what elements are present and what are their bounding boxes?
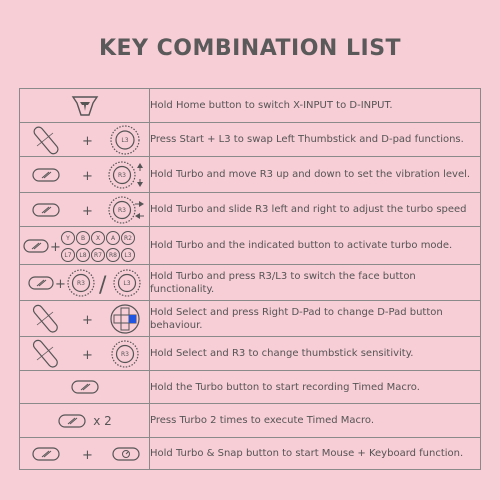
row-description: Hold Turbo and the indicated button to activate turbo mode. xyxy=(150,227,481,265)
svg-text:L8: L8 xyxy=(78,251,87,259)
row-description: Hold Turbo and slide R3 left and right to adjust the turbo speed xyxy=(150,193,481,227)
table-row xyxy=(20,404,481,438)
snap-button-icon xyxy=(113,448,139,460)
turbo-button-icon xyxy=(57,413,87,429)
up-down-arrows-icon xyxy=(137,163,143,187)
l3-label: L3 xyxy=(122,279,131,287)
r8-button-icon xyxy=(106,248,119,261)
face-button-b-icon xyxy=(76,231,89,244)
icon-cell xyxy=(20,438,150,470)
icon-cell xyxy=(20,193,150,227)
table-row xyxy=(20,265,481,301)
svg-text:X: X xyxy=(95,234,100,242)
turbo-button-icon xyxy=(33,448,59,460)
plus-sign: + xyxy=(81,133,93,149)
r7-button-icon xyxy=(91,248,104,261)
svg-text:B: B xyxy=(80,234,85,242)
svg-text:L3: L3 xyxy=(123,251,132,259)
select-button-icon xyxy=(32,125,59,155)
table-row xyxy=(20,89,481,123)
icon-cell xyxy=(20,371,150,404)
thumbstick-r3-icon xyxy=(68,270,94,296)
thumbstick-r3-icon xyxy=(112,341,138,367)
r3-label: R3 xyxy=(117,171,126,179)
face-button-a-icon xyxy=(106,231,119,244)
select-button-icon xyxy=(31,338,58,368)
table-row xyxy=(20,123,481,157)
turbo-button-icon xyxy=(33,169,59,181)
l7-button-icon xyxy=(61,248,74,261)
dpad-right-icon xyxy=(111,305,139,333)
table-row xyxy=(20,438,481,470)
plus-sign: + xyxy=(81,203,93,219)
row-description: Hold Select and press Right D-Pad to change D-Pad button behaviour. xyxy=(150,301,481,337)
row-description: Hold Turbo & Snap button to start Mouse + Keyboard function. xyxy=(150,438,481,470)
r3-label: R3 xyxy=(120,350,129,358)
icon-cell xyxy=(20,265,150,301)
icon-cell xyxy=(20,157,150,193)
page-title: KEY COMBINATION LIST xyxy=(98,36,402,61)
table-row xyxy=(20,193,481,227)
thumbstick-l3-icon xyxy=(114,270,140,296)
plus-sign: + xyxy=(81,447,93,463)
home-button-icon xyxy=(70,94,100,118)
icon-cell xyxy=(20,337,150,371)
r3-label: R3 xyxy=(76,279,85,287)
icon-cell xyxy=(20,301,150,337)
turbo-button-icon xyxy=(24,240,48,252)
table-row xyxy=(20,301,481,337)
svg-text:L7: L7 xyxy=(63,251,72,259)
svg-text:R8: R8 xyxy=(108,251,117,259)
l3-label: L3 xyxy=(120,136,129,144)
row-description: Hold Turbo and press R3/L3 to switch the face button functionality. xyxy=(150,265,481,301)
plus-sign: + xyxy=(81,347,93,363)
thumbstick-r3-icon xyxy=(109,197,135,223)
plus-sign: + xyxy=(54,276,66,292)
slash-separator: / xyxy=(98,272,106,298)
svg-text:A: A xyxy=(110,234,115,242)
icon-cell xyxy=(20,89,150,123)
r2-button-icon xyxy=(121,231,134,244)
row-description: Hold the Turbo button to start recording Timed Macro. xyxy=(150,371,481,404)
l8-button-icon xyxy=(76,248,89,261)
table-row xyxy=(20,337,481,371)
icon-cell xyxy=(20,227,150,265)
l3-button-icon xyxy=(121,248,134,261)
row-description: Press Turbo 2 times to execute Timed Macro. xyxy=(150,404,481,438)
r3-label: R3 xyxy=(117,206,126,214)
turbo-button-icon xyxy=(70,379,100,395)
row-description: Press Start + L3 to swap Left Thumbstick and D-pad functions. xyxy=(150,123,481,157)
svg-text:R2: R2 xyxy=(123,234,132,242)
svg-text:Y: Y xyxy=(65,234,70,242)
plus-sign: + xyxy=(81,168,93,184)
left-right-arrows-icon xyxy=(135,201,144,219)
icon-cell xyxy=(20,404,150,438)
select-button-icon xyxy=(31,303,58,333)
turbo-button-icon xyxy=(29,277,53,289)
thumbstick-l3-icon xyxy=(111,126,139,154)
svg-text:R7: R7 xyxy=(93,251,102,259)
key-combination-table xyxy=(19,88,481,470)
table-row xyxy=(20,371,481,404)
row-description: Hold Turbo and move R3 up and down to set the vibration level. xyxy=(150,157,481,193)
thumbstick-r3-icon xyxy=(109,162,135,188)
press-count: x 2 xyxy=(93,413,112,428)
turbo-button-icon xyxy=(33,204,59,216)
table-row xyxy=(20,157,481,193)
icon-cell xyxy=(20,123,150,157)
face-button-x-icon xyxy=(91,231,104,244)
face-button-y-icon xyxy=(61,231,74,244)
plus-sign: + xyxy=(49,239,61,255)
plus-sign: + xyxy=(81,312,93,328)
row-description: Hold Home button to switch X-INPUT to D-INPUT. xyxy=(150,89,481,123)
row-description: Hold Select and R3 to change thumbstick sensitivity. xyxy=(150,337,481,371)
table-row xyxy=(20,227,481,265)
